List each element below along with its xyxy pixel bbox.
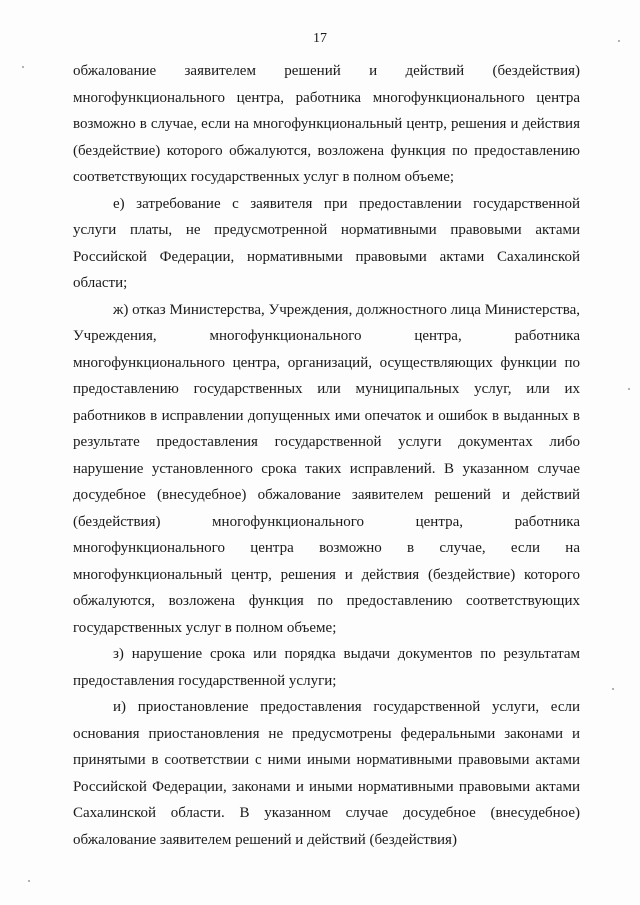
paragraph-continuation: обжалование заявителем решений и действий (бездействия) многофункционального центра, работника многофункционального центра возможно в случае, если на многофункциональный центр, решения и действия (бездействие) которого обжалуются, возложена функция по предоставлению соответствующих государственных услуг в полном объеме; <box>73 63 580 185</box>
paragraph-item-z: з) нарушение срока или порядка выдачи документов по результатам предоставления государственной услуги; <box>73 646 580 689</box>
document-body <box>73 58 580 853</box>
scan-speck <box>628 388 630 390</box>
scan-speck <box>612 688 614 690</box>
scan-speck <box>618 40 620 42</box>
scan-speck <box>22 66 24 68</box>
scan-speck <box>28 880 30 882</box>
paragraph-item-i: и) приостановление предоставления государственной услуги, если основания приостановления не предусмотрены федеральными законами и принятыми в соответствии с ними иными нормативными правовыми актами Российской Федерации, законами и иными нормативными правовыми актами Сахалинской области. В указанном случае досудебное (внесудебное) обжалование заявителем решений и действий (бездействия) <box>73 699 580 848</box>
paragraph-item-e: е) затребование с заявителя при предоставлении государственной услуги платы, не предусмотренной нормативными правовыми актами Российской Федерации, нормативными правовыми актами Сахалинской области; <box>73 195 580 291</box>
paragraph-item-zh: ж) отказ Министерства, Учреждения, должностного лица Министерства, Учреждения, многофункционального центра, работника многофункционального центра, организаций, осуществляющих функции по предоставлению государственных или муниципальных услуг, или их работников в исправлении допущенных ими опечаток и ошибок в выданных в результате предоставления государственной услуги документах либо нарушение установленного срока таких исправлений. В указанном случае досудебное (внесудебное) обжалование заявителем решений и действий (бездействия) многофункционального центра, работника многофункционального центра возможно в случае, если на многофункциональный центр, решения и действия (бездействие) которого обжалуются, возложена функция по предоставлению соответствующих государственных услуг в полном объеме; <box>73 301 580 636</box>
page-number: 17 <box>313 31 327 46</box>
